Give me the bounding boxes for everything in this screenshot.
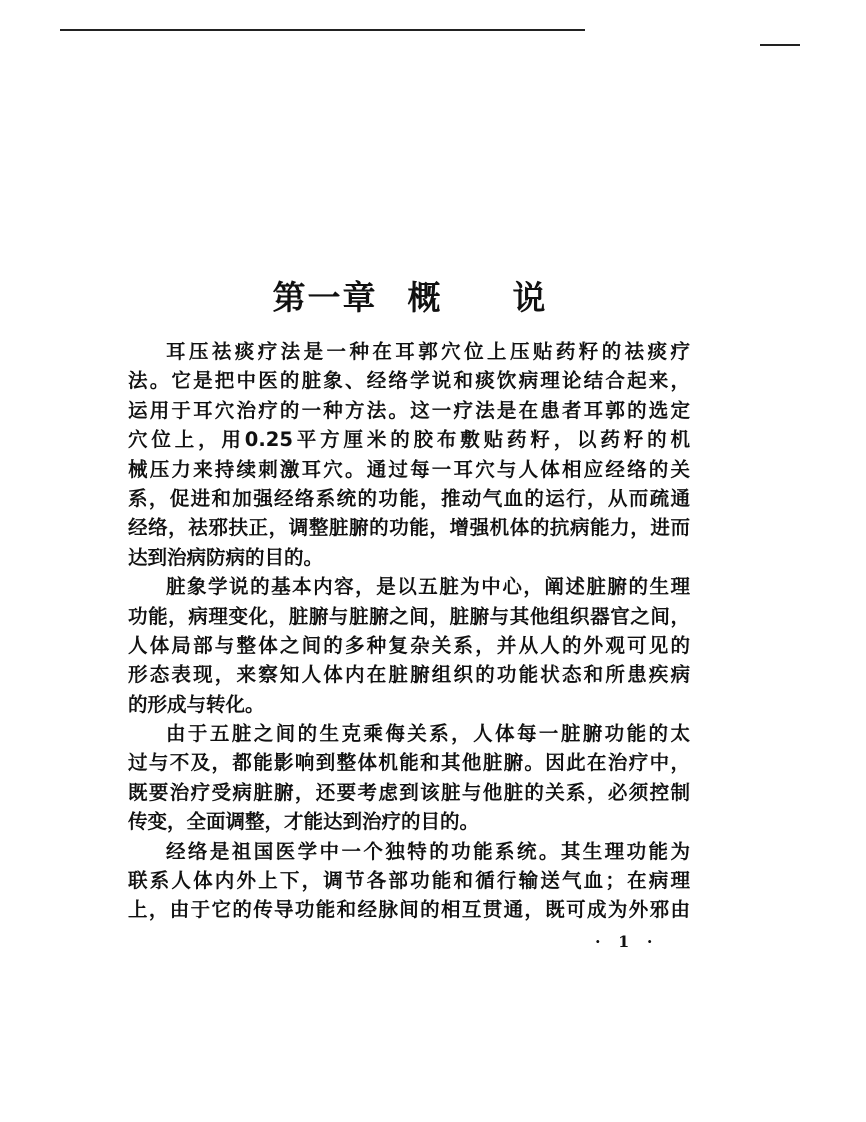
text-line: 脏象学说的基本内容，是以五脏为中心，阐述脏腑的生理 [166,575,690,599]
text-line: 既要治疗受病脏腑，还要考虑到该脏与他脏的关系，必须控制 [128,780,690,804]
text-line: 运用于耳穴治疗的一种方法。这一疗法是在患者耳郭的选定 [128,398,690,422]
top-rule [60,29,585,31]
chapter-title [240,272,580,319]
corner-mark [760,44,800,46]
text-line: 功能，病理变化，脏腑与脏腑之间，脏腑与其他组织器官之间， [128,604,690,628]
text-line: 过与不及，都能影响到整体机能和其他脏腑。因此在治疗中， [128,751,690,775]
text-line: 传变，全面调整，才能达到治疗的目的。 [128,810,480,834]
text-line: 械压力来持续刺激耳穴。通过每一耳穴与人体相应经络的关 [128,457,690,481]
chapter-title-word-2: 说 [512,278,548,317]
page-number: · 1 · [595,932,659,951]
text-line: 的形成与转化。 [128,692,265,716]
text-line: 法。它是把中医的脏象、经络学说和痰饮病理论结合起来， [128,369,690,393]
text-line: 上，由于它的传导功能和经脉间的相互贯通，既可成为外邪由 [128,898,690,922]
text-line: 系，促进和加强经络系统的功能，推动气血的运行，从而疏通 [128,486,690,510]
text-line: 联系人体内外上下，调节各部功能和循行输送气血；在病理 [128,869,690,893]
text-line: 由于五脏之间的生克乘侮关系，人体每一脏腑功能的太 [166,722,690,746]
text-line: 穴位上，用0.25平方厘米的胶布敷贴药籽，以药籽的机 [128,428,690,452]
body-text [128,337,690,925]
text-line: 达到治病防病的目的。 [128,545,324,569]
text-line: 耳压祛痰疗法是一种在耳郭穴位上压贴药籽的祛痰疗 [166,340,690,363]
chapter-title-word-1: 概 [407,278,443,317]
text-line: 人体局部与整体之间的多种复杂关系，并从人的外观可见的 [128,633,690,657]
text-line: 形态表现，来察知人体内在脏腑组织的功能状态和所患疾病 [128,663,690,687]
text-line: 经络，祛邪扶正，调整脏腑的功能，增强机体的抗病能力，进而 [128,516,690,540]
chapter-number: 第一章 [272,278,378,317]
text-line: 经络是祖国医学中一个独特的功能系统。其生理功能为 [166,839,690,863]
